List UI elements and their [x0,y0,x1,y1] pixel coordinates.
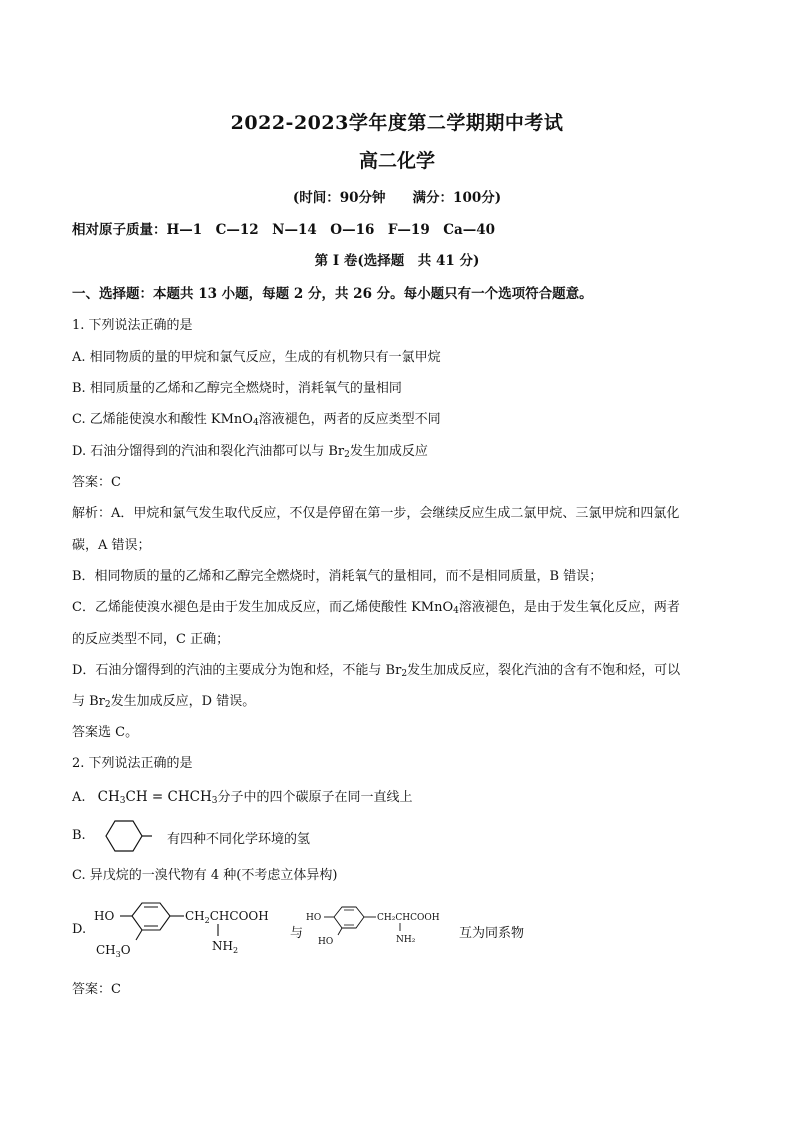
q1-analysis-a-line1: 解析：A．甲烷和氯气发生取代反应，不仅是停留在第一步，会继续反应生成二氯甲烷、三氯甲烷和四氯化 [72,506,680,521]
compound-2-nh2: NH₂ [396,935,416,945]
exam-title: 2022-2023学年度第二学期期中考试 [230,112,564,134]
q2-option-a-formula: $CH_3CH$ = $CHCH_3$ [97,789,218,806]
compound-1-nh2: $NH_2$ [212,939,239,955]
q2-answer: 答案：C [72,982,121,997]
compound-2-ho-bottom: HO [318,937,334,947]
q1-option-d: D. 石油分馏得到的汽油和裂化汽油都可以与 $Br_2$发生加成反应 [72,444,428,460]
q1-stem: 1. 下列说法正确的是 [72,318,193,333]
q1-option-b: B. 相同质量的乙烯和乙醇完全燃烧时，消耗氧气的量相同 [72,381,402,396]
section-title: 一、选择题：本题共 13 小题，每题 2 分，共 26 分。每小题只有一个选项符合题意。 [72,286,593,302]
compound-1-och3: $CH_3O$ [96,943,131,959]
compound-1-structure [92,898,292,968]
compound-2-chain: CH₂CHCOOH [377,913,440,923]
q1-option-a: A. 相同物质的量的甲烷和氯气反应，生成的有机物只有一氯甲烷 [72,350,441,365]
q2-option-a-label: A. [72,790,86,805]
part-title: 第 I 卷(选择题 共 41 分) [314,253,480,269]
q2-option-c: C. 异戊烷的一溴代物有 4 种(不考虑立体异构) [72,868,338,883]
time-info: (时间：90分钟 满分：100分) [292,190,502,206]
q2-option-d-with: 与 [290,926,304,941]
compound-1-ho: HO [94,909,115,923]
q2-option-a-text: 分子中的四个碳原子在同一直线上 [217,790,413,805]
q1-analysis-c-line1: C．乙烯能使溴水褪色是由于发生加成反应，而乙烯使酸性 KMnO$_4$溶液褪色，是由于发生氧化反应，两者 [72,600,680,616]
compound-2-ho-top: HO [306,913,322,923]
q2-option-d-text: 互为同系物 [459,926,525,941]
subject-title: 高二化学 [358,150,435,172]
q1-analysis-d-line2: 与 $Br_2$发生加成反应，D 错误。 [72,694,256,710]
q1-analysis-a-line2: 碳，A 错误； [72,538,151,553]
q1-analysis-b: B．相同物质的量的乙烯和乙醇完全燃烧时，消耗氧气的量相同，而不是相同质量，B 错误； [72,569,603,584]
q2-option-b-text: 有四种不同化学环境的氢 [167,832,311,847]
q1-analysis-d-line1: D．石油分馏得到的汽油的主要成分为饱和烃，不能与 $Br_2$发生加成反应，裂化汽油的含有不饱和烃，可以 [72,663,681,679]
q2-option-a [72,786,412,806]
atomic-masses: 相对原子质量：H—1 C—12 N—14 O—16 F—19 Ca—40 [72,222,496,238]
q1-conclusion: 答案选 C。 [72,725,139,740]
methylcyclohexane-structure [96,816,156,856]
q1-option-c: C. 乙烯能使溴水和酸性 KMnO$_4$溶液褪色，两者的反应类型不同 [72,412,441,428]
q1-analysis-c-line2: 的反应类型不同，C 正确； [72,632,230,647]
compound-1-chain: $CH_2CHCOOH$ [185,909,269,925]
q2-option-d-label: D. [72,922,87,937]
q1-answer: 答案：C [72,475,121,490]
compound-2-structure [304,903,454,953]
q2-option-b-label: B. [72,828,86,843]
q2-stem: 2. 下列说法正确的是 [72,756,193,771]
